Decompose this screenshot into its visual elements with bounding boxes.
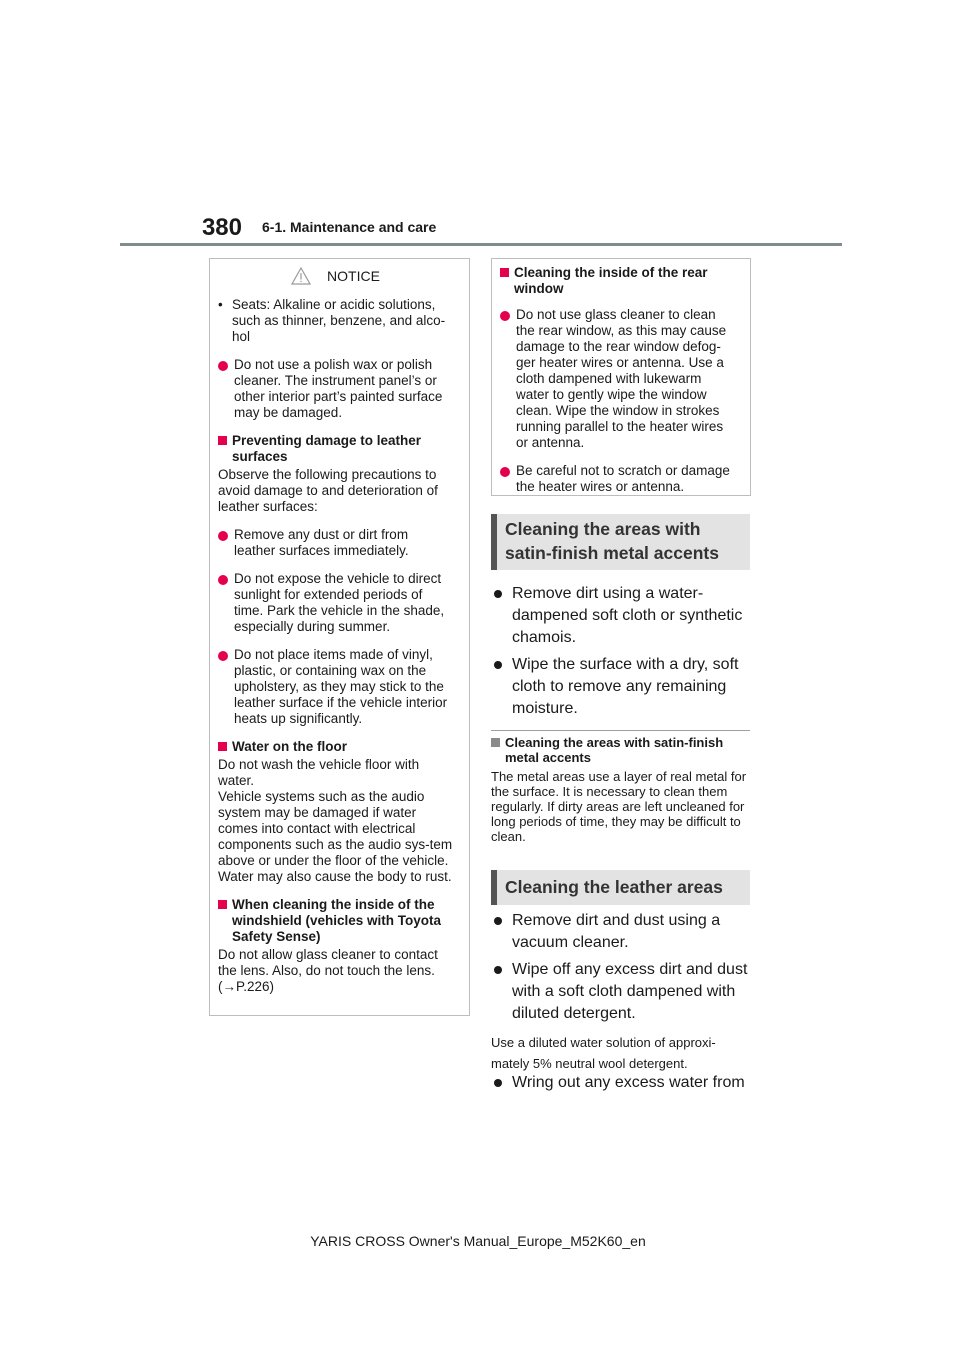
notice-header	[218, 261, 453, 291]
windshield-ref: (→P.226)	[218, 979, 275, 994]
water-text-1: Do not wash the vehicle floor with water.	[218, 757, 420, 788]
list-item: Be careful not to scratch or damage the heater wires or antenna.	[500, 463, 736, 495]
bullet-dot-icon	[218, 575, 228, 585]
bullet-dot-icon	[500, 311, 510, 321]
square-bullet-icon	[500, 268, 509, 277]
footer-text: YARIS CROSS Owner's Manual_Europe_M52K60_en	[310, 1233, 646, 1249]
square-bullet-icon	[218, 436, 227, 445]
detergent-note: Use a diluted water solution of approxi-mately 5% neutral wool detergent.	[491, 1035, 716, 1071]
section-title: 6-1. Maintenance and care	[262, 219, 437, 235]
bullet-dot-icon	[218, 361, 228, 371]
satin-band-line-2: satin-finish metal accents	[505, 543, 719, 563]
list-item	[218, 297, 453, 345]
page-footer	[0, 1233, 960, 1249]
bullet-dot-icon	[494, 590, 502, 598]
leather-intro: Observe the following precautions to avoid damage to and deterioration of leather surfaces:	[218, 467, 438, 514]
square-bullet-icon	[491, 738, 500, 747]
satin-note	[491, 735, 755, 844]
last-bullet	[491, 1072, 761, 1099]
bullet-dot-icon	[494, 661, 502, 669]
water-text-2: Vehicle systems such as the audio system may be damaged if water comes into contact with electrical components such as the audio sys-tem above or under the floor of the vehicle. Water may also cause the body to rust.	[218, 789, 453, 884]
satin-band-line-1: Cleaning the areas with	[505, 519, 701, 539]
list-item	[218, 357, 453, 421]
page-number: 380	[201, 214, 242, 241]
warning-triangle-icon	[291, 267, 311, 285]
seats-item: Seats: Alkaline or acidic solutions, such as thinner, benzene, and alco-hol	[232, 297, 446, 344]
list-item: Wring out any excess water from	[491, 1072, 761, 1094]
bullet-mark: •	[218, 297, 223, 312]
bullet-dot-icon	[500, 467, 510, 477]
satin-note-text: The metal areas use a layer of real metal for the surface. It is necessary to clean them regularly. If dirty areas are left uncleaned for long periods of time, they may be difficult to clean.	[491, 769, 747, 844]
list-item: Wipe off any excess dirt and dust with a soft cloth dampened with diluted detergent.	[491, 959, 761, 1025]
bullet-dot-icon	[218, 651, 228, 661]
list-item: Do not place items made of vinyl, plastic, or containing wax on the upholstery, as they may stick to the leather surface if the vehicle interior heats up significantly.	[218, 647, 453, 727]
list-item: Wipe the surface with a dry, soft cloth to remove any remaining moisture.	[491, 654, 761, 720]
page-header	[0, 0, 960, 250]
leather-section-band	[491, 870, 750, 905]
divider	[491, 730, 750, 731]
bullet-dot-icon	[494, 966, 502, 974]
list-item: Do not expose the vehicle to direct sunlight for extended periods of time. Park the vehicle in the shade, especially during summer.	[218, 571, 453, 635]
list-item: Remove dirt using a water-dampened soft cloth or synthetic chamois.	[491, 583, 761, 649]
polish-item: Do not use a polish wax or polish cleaner. The instrument panel’s or other interior part’s painted surface may be damaged.	[234, 357, 443, 420]
satin-section-band	[491, 514, 750, 570]
list-item: Remove dirt and dust using a vacuum cleaner.	[491, 910, 761, 954]
rear-window-heading: Cleaning the inside of the rear window	[500, 265, 736, 297]
bullet-dot-icon	[218, 531, 228, 541]
bullet-dot-icon	[494, 917, 502, 925]
water-heading: Water on the floor	[218, 739, 453, 755]
header-rule	[120, 243, 842, 246]
windshield-text: Do not allow glass cleaner to contact the lens. Also, do not touch the lens.	[218, 947, 438, 978]
leather-bullets	[491, 910, 761, 1030]
list-item: Remove any dust or dirt from leather surfaces immediately.	[218, 527, 453, 559]
windshield-heading: When cleaning the inside of the windshield (vehicles with Toyota Safety Sense)	[218, 897, 453, 945]
leather-band-title: Cleaning the leather areas	[505, 877, 723, 897]
rear-window-box	[491, 258, 751, 496]
notice-box	[209, 258, 470, 1016]
notice-title: NOTICE	[327, 268, 380, 284]
list-item: Do not use glass cleaner to clean the rear window, as this may cause damage to the rear window defog-ger heater wires or antenna. Use a cloth dampened with lukewarm water to gently wipe the window clean. Wipe the window in strokes running parallel to the heater wires or antenna.	[500, 307, 736, 451]
satin-note-heading: Cleaning the areas with satin-finish metal accents	[491, 735, 755, 765]
square-bullet-icon	[218, 900, 227, 909]
satin-bullets	[491, 583, 761, 725]
leather-heading: Preventing damage to leather surfaces	[218, 433, 453, 465]
square-bullet-icon	[218, 742, 227, 751]
bullet-dot-icon	[494, 1079, 502, 1087]
